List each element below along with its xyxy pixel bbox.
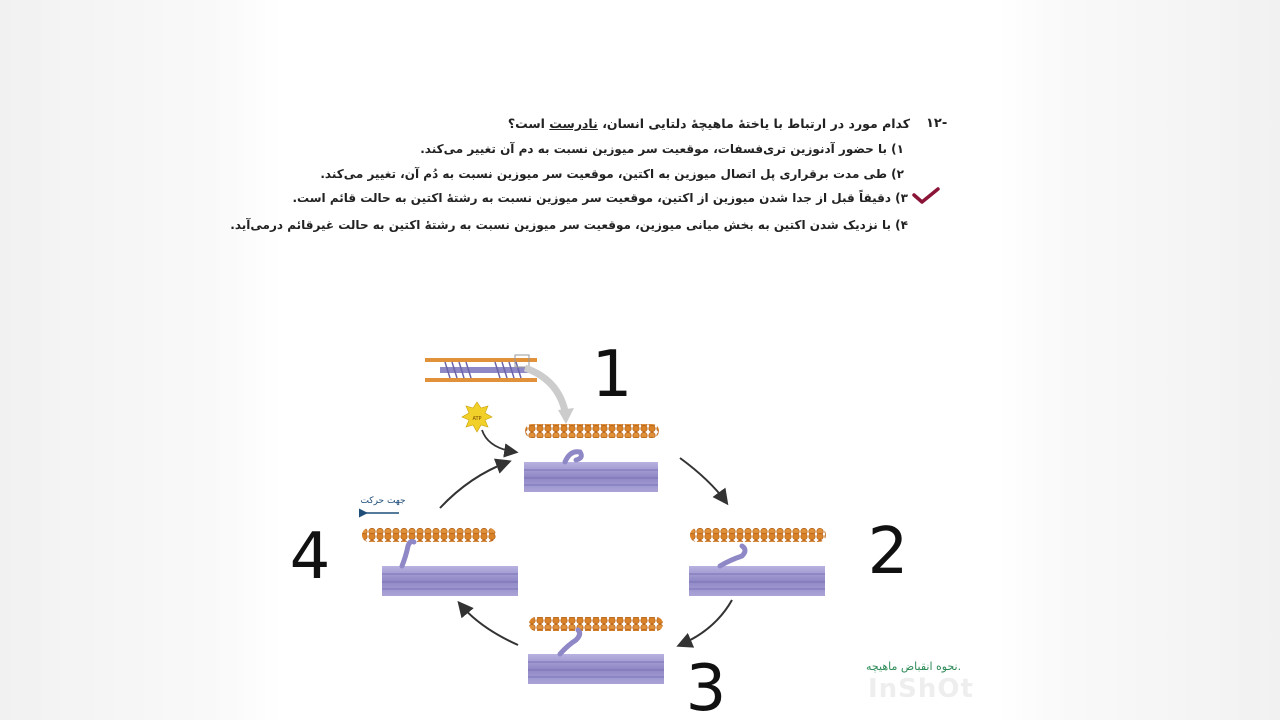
handwritten-number-3: 3: [685, 652, 727, 720]
zoom-arrow: [525, 368, 566, 416]
atp-label: ATP: [472, 416, 482, 422]
direction-label: جهت حرکت: [360, 496, 406, 506]
sarcomere-inset: [425, 355, 537, 382]
handwritten-number-4: 4: [289, 520, 331, 594]
atp-burst-icon: [462, 402, 492, 432]
handwritten-number-2: 2: [867, 515, 909, 589]
stage-3-illustration: [528, 617, 664, 684]
watermark: InShOt: [868, 674, 974, 704]
question-stem-part1: کدام مورد در ارتباط با یاختهٔ ماهیچهٔ دلتایی انسان،: [602, 116, 910, 131]
cycle-arrow-2-3: [680, 600, 732, 645]
stage-1-illustration: [524, 424, 659, 492]
question-stem-part2: است؟: [507, 116, 545, 131]
cycle-arrow-3-4: [460, 604, 518, 645]
option-4: ۴) با نزدیک شدن اکتین به بخش میانی میوزین، موقعیت سر میوزین نسبت به رشتهٔ اکتین به حالت غیرقائم درمی‌آید.: [230, 218, 908, 232]
cycle-arrow-1-2: [680, 458, 726, 502]
option-3: ۳) دقیقاً قبل از جدا شدن میوزین از اکتین، موقعیت سر میوزین نسبت به رشتهٔ اکتین به حالت قائم است.: [292, 191, 908, 205]
question-stem-underlined: نادرست: [549, 116, 598, 131]
handwritten-number-1: 1: [591, 338, 633, 412]
option-2: ۲) طی مدت برقراری پل اتصال میوزین به اکتین، موقعیت سر میوزین نسبت به دُم آن، تغییر می‌کند.: [320, 167, 904, 181]
figure-caption: .نحوه انقباض ماهیچه: [866, 660, 962, 673]
cycle-arrow-4-1: [440, 462, 508, 508]
option-1: ۱) با حضور آدنوزین تری‌فسفات، موقعیت سر میوزین نسبت به دم آن تغییر می‌کند.: [420, 142, 904, 156]
question-number: -۱۲: [926, 116, 948, 131]
stage-4-illustration: [362, 528, 518, 596]
stage-2-illustration: [689, 528, 826, 596]
